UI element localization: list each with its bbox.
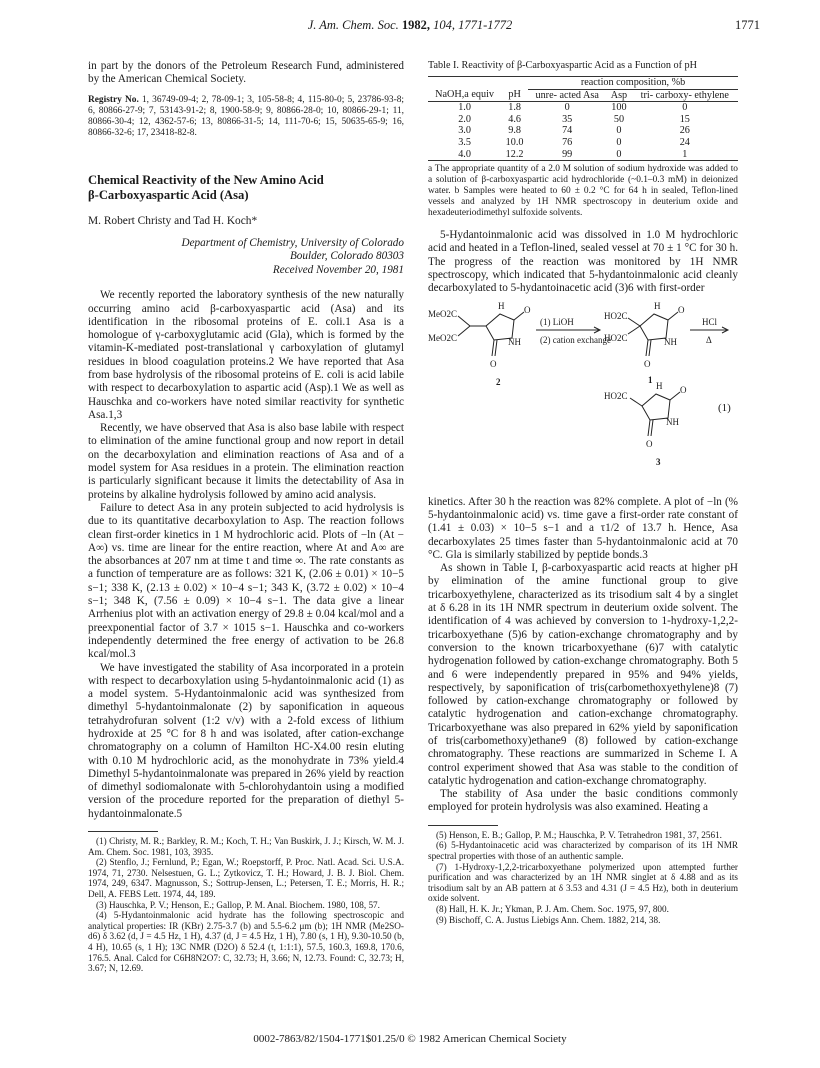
footnote-7: (7) 1-Hydroxy-1,2,2-tricarboxyethane polymerized upon attempted further purification and was characterized by an 1H NMR singlet at δ 4.88 and as its trisodium salt by an AB pattern at δ 3.53 and 4.31 (J = 4.5 Hz), both in deuterium oxide solvent. bbox=[428, 861, 738, 904]
journal-citation bbox=[0, 18, 820, 33]
affiliation-line-2: Boulder, Colorado 80303 bbox=[289, 250, 404, 263]
right-column bbox=[428, 60, 738, 925]
paragraph-elimination: As shown in Table I, β-carboxyaspartic acid reacts at higher pH by elimination of the amine functional group to give tricarboxyethylene, characterized as its trisodium salt 4 by a singlet at δ 6.28 in its 1H NMR spectrum in deuterium oxide solvent. The identification of 4 was achieved by conversion to 1-hydroxy-1,2,2-tricarboxyethane (5)6 by cation-exchange chromatography and by conversion to the known tricarboxyethane (6)7 with catalytic hydrogenation followed by cation-exchange chromatography. Both 5 and 6 were independently prepared in 95% and 94% yields, respectively, by saponification of tris(carbomethoxyethylene)8 (7) followed by cation-exchange chromatography or followed by catalytic hydrogenation and cation-exchange chromatography. Tricarboxyethane was also prepared in 62% yield by saponification of tris(carbomethoxy)ethane9 (8) followed by cation-exchange chromatography. These reactions are summarized in Scheme I. A control experiment showed that Asa was stable to the condition of catalytic hydrogenation and cation-exchange chromatography. bbox=[428, 562, 738, 787]
meo2c-label: MeO2C bbox=[428, 308, 457, 319]
title-line-2: β-Carboxyaspartic Acid (Asa) bbox=[88, 188, 249, 203]
cell-asp: 50 bbox=[613, 113, 625, 125]
article-title bbox=[88, 173, 404, 203]
ho2c-label: HO2C bbox=[604, 390, 628, 401]
cell-ph: 4.6 bbox=[508, 113, 521, 125]
paragraph-basic-stability: The stability of Asa under the basic conditions commonly employed for protein hydrolysis was also examined. Heating a bbox=[428, 788, 738, 814]
left-column bbox=[88, 60, 404, 974]
footnotes-right bbox=[428, 830, 738, 925]
cell-asp: 0 bbox=[616, 125, 622, 137]
cell-tri: 26 bbox=[679, 125, 690, 137]
journal-year: 1982, bbox=[401, 18, 431, 32]
table-row bbox=[428, 137, 738, 149]
table-footnote: a The appropriate quantity of a 2.0 M solution of sodium hydroxide was added to a solution of β-carboxyaspartic acid hydrochloride (~0.1–0.3 mM) in deionized water. b Samples were heated to 60 ± 0.2 °C for 64 h in sealed, Teflon-lined vessels and analyzed by 1H NMR spectroscopy in deuterium oxide and hexadeuteriodimethyl sulfoxide solvents. bbox=[428, 164, 738, 219]
reagent-heat: Δ bbox=[706, 334, 712, 345]
cell-asp: 0 bbox=[616, 136, 622, 148]
col-header-tricarboxyethylene: tri- carboxy- ethylene bbox=[632, 89, 738, 102]
cell-ph: 1.8 bbox=[508, 102, 521, 114]
o-label: O bbox=[524, 304, 531, 315]
nh-label: NH bbox=[666, 416, 679, 427]
registry-text: 1, 36749-09-4; 2, 78-09-1; 3, 105-58-8; 4, 115-80-0; 5, 23786-93-8; 6, 80866-27-9; 7, 53143-91-2; 8, 1900-58-9; 9, 80866-28-0; 10, 80866-29-1; 11, 80866-30-4; 12, 4362-57-6; 13, 80866-31-5; 14, 111-70-6; 15, 50635-65-9; 16, 80866-32-6; 17, 23418-82-8. bbox=[88, 94, 404, 139]
footnote-4: (4) 5-Hydantoinmalonic acid hydrate has the following spectroscopic and analytical properties: IR (KBr) 2.75-3.7 (b) and 5.5-6.2 μm (b); 1H NMR (Me2SO-d6) δ 3.62 (d, J = 4.5 Hz, 1 H), 4.37 (d, J = 4.5 Hz, 1 H), 7.80 (s, 1 H), 9.30-10.50 (b, 4 H), 10.65 (s, 1 H); 13C NMR (D2O) δ 52.4 (t, 1:1:1), 57.5, 160.3, 169.8, 170.6, 176.5. Anal. Calcd for C6H8N2O7: C, 32.73; H, 3.66; N, 12.73. Found: C, 32.73; H, 3.67; N, 12.69. bbox=[88, 910, 404, 974]
cell-ph: 12.2 bbox=[501, 149, 528, 161]
h-label: H bbox=[656, 380, 663, 391]
cell-naoh: 2.0 bbox=[458, 113, 471, 125]
cell-unreacted: 76 bbox=[562, 136, 573, 148]
journal-name: J. Am. Chem. Soc. bbox=[307, 18, 399, 32]
col-header-naoh: NaOH,a equiv bbox=[428, 89, 501, 102]
h-label: H bbox=[654, 300, 661, 311]
o-label: O bbox=[490, 358, 497, 369]
cell-tri: 24 bbox=[679, 136, 690, 148]
table-caption: Table I. Reactivity of β-Carboxyaspartic Acid as a Function of pH bbox=[428, 60, 697, 71]
cell-naoh: 1.0 bbox=[458, 102, 471, 114]
journal-volume: 104, bbox=[433, 18, 456, 32]
nh-label: NH bbox=[664, 336, 677, 347]
footnotes-left bbox=[88, 836, 404, 974]
equation-number: (1) bbox=[718, 401, 731, 414]
col-header-unreacted: unre- acted Asa bbox=[528, 89, 606, 102]
ho2c-label: HO2C bbox=[604, 332, 628, 343]
compound-1-label: 1 bbox=[648, 374, 653, 385]
compound-2-label: 2 bbox=[496, 376, 501, 387]
paragraph-base-labile: Recently, we have observed that Asa is also base labile with respect to elimination of the amine functional group and now report in detail on the decarboxylation and elimination reactions of Asa and of a model system for Asa residues in a protein. The elimination reaction is particularly significant because it limits the detectability of Asa in proteins by alkaline hydrolysis followed by amino acid analysis. bbox=[88, 422, 404, 501]
table-1 bbox=[428, 76, 738, 161]
reaction-scheme bbox=[428, 296, 738, 496]
reagent-hcl: HCl bbox=[702, 316, 718, 327]
registry-numbers bbox=[88, 95, 404, 140]
reagent-lioh: (1) LiOH bbox=[540, 316, 574, 327]
table-row bbox=[428, 114, 738, 126]
cell-unreacted: 99 bbox=[528, 149, 606, 161]
registry-label: Registry No. bbox=[88, 94, 139, 105]
footnote-3: (3) Hauschka, P. V.; Henson, E.; Gallop, P. M. Anal. Biochem. 1980, 108, 57. bbox=[96, 899, 380, 910]
o-label: O bbox=[646, 438, 653, 449]
paragraph-decarboxylation: 5-Hydantoinmalonic acid was dissolved in 1.0 M hydrochloric acid and heated in a Teflon-lined, sealed vessel at 70 ± 1 °C for 30 h. The progress of the reaction was monitored by 1H NMR spectroscopy, which indicated that 5-hydantoinmalonic acid cleanly decarboxylated to 5-hydantoinacetic acid (3)6 with first-order bbox=[428, 229, 738, 295]
reagent-cation-exchange: (2) cation exchange bbox=[540, 334, 611, 345]
col-header-ph: pH bbox=[501, 89, 528, 102]
journal-pages: 1771-1772 bbox=[458, 18, 513, 32]
cell-asp: 0 bbox=[606, 149, 631, 161]
authors: M. Robert Christy and Tad H. Koch* bbox=[88, 215, 258, 228]
o-label: O bbox=[678, 304, 685, 315]
cell-tri: 0 bbox=[682, 102, 688, 114]
cell-ph: 10.0 bbox=[505, 136, 524, 148]
cell-naoh: 3.0 bbox=[458, 125, 471, 137]
footnote-9: (9) Bischoff, C. A. Justus Liebigs Ann. Chem. 1882, 214, 38. bbox=[436, 914, 661, 925]
running-header bbox=[0, 14, 820, 36]
cell-ph: 9.8 bbox=[508, 125, 521, 137]
paragraph-kinetics: kinetics. After 30 h the reaction was 82% complete. A plot of −ln (% 5-hydantoinmalonic acid) vs. time gave a first-order rate constant of (1.41 ± 0.03) × 10−5 s−1 and a τ1/2 of 13.7 h. Hence, Asa decarboxylates 25 times faster than 5-hydantoinmalonic acid at 70 °C. Gla is similarly stabilized by peptide bonds.3 bbox=[428, 495, 738, 561]
compound-3-label: 3 bbox=[656, 456, 661, 467]
cell-asp: 100 bbox=[611, 102, 627, 114]
footnote-1: (1) Christy, M. R.; Barkley, R. M.; Koch, T. H.; Van Buskirk, J. J.; Kirsch, W. M. J. Am. Chem. Soc. 1981, 103, 3935. bbox=[88, 836, 404, 857]
acknowledgment: in part by the donors of the Petroleum Research Fund, administered by the American Chemical Society. bbox=[88, 60, 404, 86]
cell-tri: 1 bbox=[632, 149, 738, 161]
affiliation bbox=[88, 237, 404, 278]
ho2c-label: HO2C bbox=[604, 310, 628, 321]
cell-naoh: 3.5 bbox=[458, 136, 471, 148]
paragraph-acid-hydrolysis: Failure to detect Asa in any protein subjected to acid hydrolysis is due to its quantitative decarboxylation to Asp. The reaction follows clean first-order kinetics in 1 M hydrochloric acid. Plots of −ln (At − A∞) vs. time are linear for the entire reaction, where At and A∞ are the absorbances at 207 nm at time t and time ∞. The rate constants as a function of temperature are as follows: 321 K, (2.06 ± 0.01) × 10−5 s−1; 338 K, (2.13 ± 0.02) × 10−4 s−1; 343 K, (3.72 ± 0.02) × 10−4 s−1; 348 K, (7.56 ± 0.09) × 10−4 s−1. The data give a linear Arrhenius plot with an activation energy of 29.8 ± 0.04 kcal/mol and a preexponential factor of 3.7 × 1015 s−1. Hauschka and co-workers independently determined the free energy of activation to be 26.8 kcal/mol.3 bbox=[88, 501, 404, 661]
received-date: Received November 20, 1981 bbox=[272, 263, 404, 276]
footnote-6: (6) 5-Hydantoinacetic acid was characterized by comparison of its 1H NMR spectral properties with those of an authentic sample. bbox=[428, 840, 738, 861]
col-header-asp: Asp bbox=[606, 89, 631, 102]
table-row bbox=[428, 149, 738, 161]
footnote-2: (2) Stenflo, J.; Fernlund, P.; Egan, W.; Roepstorff, P. Proc. Natl. Acad. Sci. U.S.A. 1974, 71, 2730. Nelsestuen, G. L.; Zytkovicz, T. H.; Howard, J. B. J. Biol. Chem. 1974, 249, 6347. Magnusson, S.; Sottrup-Jensen, L.; Petersen, T. E.; Morris, H. R.; Dell, A. FEBS Lett. 1974, 44, 189. bbox=[88, 857, 404, 900]
cell-unreacted: 35 bbox=[562, 113, 573, 125]
h-label: H bbox=[498, 300, 505, 311]
o-label: O bbox=[680, 384, 687, 395]
footnote-rule bbox=[428, 825, 498, 826]
nh-label: NH bbox=[508, 336, 521, 347]
o-label: O bbox=[644, 358, 651, 369]
paragraph-intro: We recently reported the laboratory synthesis of the new naturally occurring amino acid β-carboxyaspartic acid (Asa) and its identification in the ribosomal proteins of E. coli.1 Asa is a homologue of γ-carboxyglutamic acid (Gla), which is formed by the vitamin-K-mediated post-translational γ carboxylation of glutamyl residues in blood coagulation proteins.2 We have reported that Asa from base hydrolysis of the ribosomal proteins of E. coli is acid labile with respect to decarboxylation to aspartic acid (Asp).1 We as well as Hauschka and co-workers have noted similar reactivity for synthetic Asa.1,3 bbox=[88, 289, 404, 421]
reaction-scheme-drawing bbox=[428, 296, 738, 496]
footnote-5: (5) Henson, E. B.; Gallop, P. M.; Hauschka, P. V. Tetrahedron 1981, 37, 2561. bbox=[436, 829, 722, 840]
table-span-header: reaction composition, %b bbox=[528, 77, 738, 90]
footnote-rule bbox=[88, 831, 158, 832]
table-row bbox=[428, 102, 738, 114]
cell-naoh: 4.0 bbox=[428, 149, 501, 161]
table-row bbox=[428, 125, 738, 137]
paragraph-model-system: We have investigated the stability of Asa incorporated in a protein with respect to decarboxylation using 5-hydantoinmalonic acid (1) as a model system. 5-Hydantoinmalonic acid was synthesized from dimethyl 5-hydantoinmalonate (2) by saponification in aqueous tetrahydrofuran solvent (1:2 v/v) with a 2-fold excess of lithium hydroxide at 25 °C for 8 h and was isolated, after cation-exchange chromatography on a column of Hamilton HC-X4.00 resin eluting with 0.10 M hydrochloric acid, as the monohydrate in 73% yield.4 Dimethyl 5-hydantoinmalonate was prepared in 26% yield by reaction of dimethyl sodiomalonate with 5-chlorohydantoin using a modified version of the procedure reported for the preparation of diethyl 5-hydantoinmalonate.5 bbox=[88, 661, 404, 820]
copyright-footer: 0002-7863/82/1504-1771$01.25/0 © 1982 American Chemical Society bbox=[253, 1033, 567, 1045]
footnote-8: (8) Hall, H. K. Jr.; Ykman, P. J. Am. Chem. Soc. 1975, 97, 800. bbox=[436, 903, 669, 914]
cell-tri: 15 bbox=[679, 113, 690, 125]
cell-unreacted: 0 bbox=[564, 102, 570, 114]
meo2c-label: MeO2C bbox=[428, 332, 457, 343]
cell-unreacted: 74 bbox=[562, 125, 573, 137]
page-number: 1771 bbox=[735, 18, 760, 32]
affiliation-line-1: Department of Chemistry, University of Colorado bbox=[181, 236, 404, 249]
title-line-1: Chemical Reactivity of the New Amino Acid bbox=[88, 173, 324, 188]
